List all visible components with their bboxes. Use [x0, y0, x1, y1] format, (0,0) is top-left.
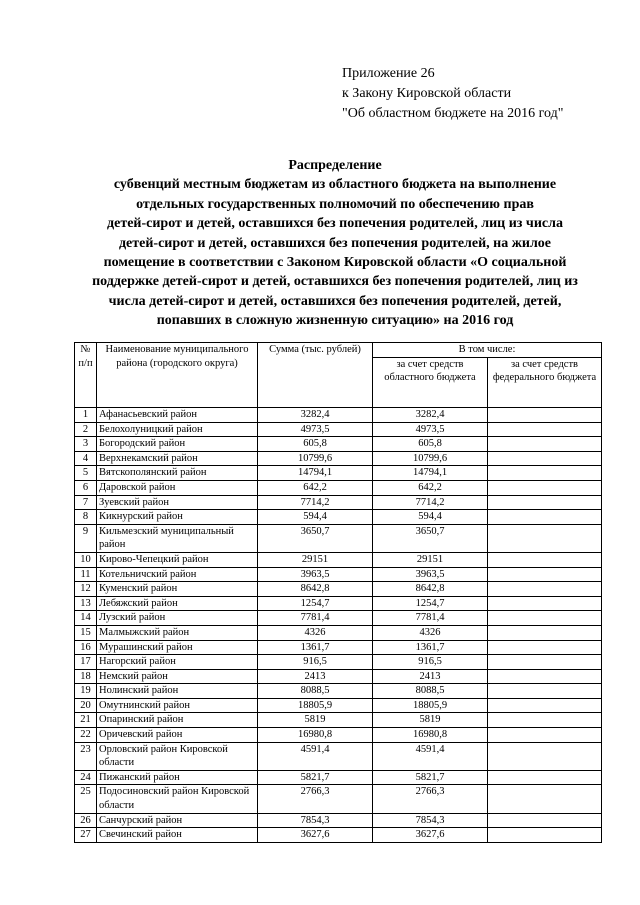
- row-sum: 642,2: [258, 480, 373, 495]
- row-number: 18: [75, 669, 97, 684]
- row-sum: 2413: [258, 669, 373, 684]
- row-regional-budget: 8088,5: [373, 684, 488, 699]
- row-federal-budget: [488, 640, 602, 655]
- appendix-line-3: "Об областном бюджете на 2016 год": [342, 106, 564, 121]
- title-line: детей-сирот и детей, оставшихся без попечения родителей, лиц из числа: [107, 216, 563, 232]
- document-title: [40, 156, 630, 331]
- title-line: детей-сирот и детей, оставшихся без попечения родителей, на жилое: [118, 235, 552, 251]
- table-row: [75, 669, 602, 684]
- row-regional-budget: 8642,8: [373, 582, 488, 597]
- row-number: 5: [75, 466, 97, 481]
- row-district-name: Лебяжский район: [97, 596, 258, 611]
- row-number: 17: [75, 655, 97, 670]
- row-sum: 7714,2: [258, 495, 373, 510]
- row-district-name: Омутнинский район: [97, 698, 258, 713]
- table-row: [75, 437, 602, 452]
- title-line: субвенций местным бюджетам из областного бюджета на выполнение: [113, 177, 557, 193]
- table-row: [75, 785, 602, 813]
- row-sum: 5819: [258, 713, 373, 728]
- title-heading: Распределение: [288, 158, 382, 173]
- row-federal-budget: [488, 552, 602, 567]
- row-district-name: Белохолуницкий район: [97, 422, 258, 437]
- table-row: [75, 451, 602, 466]
- row-federal-budget: [488, 437, 602, 452]
- row-sum: 3963,5: [258, 567, 373, 582]
- row-district-name: Нолинский район: [97, 684, 258, 699]
- row-number: 27: [75, 828, 97, 843]
- table-row: [75, 728, 602, 743]
- header-federal: за счет средств федерального бюджета: [488, 357, 602, 407]
- row-number: 16: [75, 640, 97, 655]
- table-row: [75, 625, 602, 640]
- row-number: 12: [75, 582, 97, 597]
- row-district-name: Даровской район: [97, 480, 258, 495]
- row-number: 6: [75, 480, 97, 495]
- table-row: [75, 640, 602, 655]
- table-row: [75, 510, 602, 525]
- row-number: 10: [75, 552, 97, 567]
- row-federal-budget: [488, 524, 602, 552]
- table-row: [75, 655, 602, 670]
- row-sum: 7854,3: [258, 813, 373, 828]
- row-regional-budget: 18805,9: [373, 698, 488, 713]
- row-federal-budget: [488, 582, 602, 597]
- row-sum: 4973,5: [258, 422, 373, 437]
- row-number: 8: [75, 510, 97, 525]
- table-row: [75, 813, 602, 828]
- row-regional-budget: 642,2: [373, 480, 488, 495]
- row-number: 4: [75, 451, 97, 466]
- header-name: Наименование муниципального района (городского округа): [97, 343, 258, 408]
- row-federal-budget: [488, 408, 602, 423]
- table-row: [75, 596, 602, 611]
- row-sum: 29151: [258, 552, 373, 567]
- row-district-name: Пижанский район: [97, 770, 258, 785]
- row-sum: 5821,7: [258, 770, 373, 785]
- table-row: [75, 770, 602, 785]
- table-header-row: [75, 343, 602, 358]
- row-sum: 7781,4: [258, 611, 373, 626]
- row-sum: 8642,8: [258, 582, 373, 597]
- row-number: 15: [75, 625, 97, 640]
- title-line: отдельных государственных полномочий по обеспечению прав: [136, 196, 534, 212]
- row-regional-budget: 3627,6: [373, 828, 488, 843]
- row-district-name: Кильмезский муниципальный район: [97, 524, 258, 552]
- row-district-name: Котельничский район: [97, 567, 258, 582]
- row-federal-budget: [488, 698, 602, 713]
- row-federal-budget: [488, 713, 602, 728]
- row-number: 11: [75, 567, 97, 582]
- row-number: 23: [75, 742, 97, 770]
- row-sum: 3282,4: [258, 408, 373, 423]
- row-sum: 1361,7: [258, 640, 373, 655]
- row-federal-budget: [488, 728, 602, 743]
- appendix-line-1: Приложение 26: [342, 66, 435, 81]
- row-federal-budget: [488, 625, 602, 640]
- table-row: [75, 408, 602, 423]
- table-row: [75, 828, 602, 843]
- row-regional-budget: 10799,6: [373, 451, 488, 466]
- row-regional-budget: 7714,2: [373, 495, 488, 510]
- row-district-name: Кикнурский район: [97, 510, 258, 525]
- table-row: [75, 684, 602, 699]
- row-regional-budget: 4973,5: [373, 422, 488, 437]
- row-sum: 18805,9: [258, 698, 373, 713]
- row-number: 26: [75, 813, 97, 828]
- row-sum: 16980,8: [258, 728, 373, 743]
- header-num: № п/п: [75, 343, 97, 408]
- table-row: [75, 495, 602, 510]
- table-row: [75, 466, 602, 481]
- row-number: 2: [75, 422, 97, 437]
- row-district-name: Оричевский район: [97, 728, 258, 743]
- row-sum: 916,5: [258, 655, 373, 670]
- row-federal-budget: [488, 451, 602, 466]
- row-district-name: Немский район: [97, 669, 258, 684]
- row-regional-budget: 4326: [373, 625, 488, 640]
- row-federal-budget: [488, 828, 602, 843]
- row-federal-budget: [488, 596, 602, 611]
- table-row: [75, 611, 602, 626]
- row-regional-budget: 7854,3: [373, 813, 488, 828]
- row-regional-budget: 5819: [373, 713, 488, 728]
- row-regional-budget: 4591,4: [373, 742, 488, 770]
- row-sum: 14794,1: [258, 466, 373, 481]
- appendix-header: [342, 64, 563, 124]
- row-district-name: Нагорский район: [97, 655, 258, 670]
- row-regional-budget: 1361,7: [373, 640, 488, 655]
- row-number: 1: [75, 408, 97, 423]
- row-sum: 3627,6: [258, 828, 373, 843]
- row-number: 13: [75, 596, 97, 611]
- row-district-name: Вятскополянский район: [97, 466, 258, 481]
- row-district-name: Верхнекамский район: [97, 451, 258, 466]
- title-line: поддержке детей-сирот и детей, оставшихся без попечения родителей, лиц из: [92, 274, 578, 290]
- row-federal-budget: [488, 495, 602, 510]
- subvention-table: [74, 342, 602, 843]
- row-district-name: Опаринский район: [97, 713, 258, 728]
- row-sum: 8088,5: [258, 684, 373, 699]
- row-sum: 3650,7: [258, 524, 373, 552]
- row-regional-budget: 2766,3: [373, 785, 488, 813]
- row-federal-budget: [488, 813, 602, 828]
- table-row: [75, 567, 602, 582]
- row-sum: 1254,7: [258, 596, 373, 611]
- header-sum: Сумма (тыс. рублей): [258, 343, 373, 408]
- row-sum: 2766,3: [258, 785, 373, 813]
- table-row: [75, 480, 602, 495]
- row-number: 22: [75, 728, 97, 743]
- table-row: [75, 582, 602, 597]
- row-regional-budget: 3963,5: [373, 567, 488, 582]
- row-number: 9: [75, 524, 97, 552]
- row-regional-budget: 2413: [373, 669, 488, 684]
- row-number: 3: [75, 437, 97, 452]
- row-federal-budget: [488, 684, 602, 699]
- row-federal-budget: [488, 770, 602, 785]
- row-federal-budget: [488, 480, 602, 495]
- table-row: [75, 713, 602, 728]
- title-line: попавших в сложную жизненную ситуацию» на 2016 год: [156, 313, 514, 329]
- table-row: [75, 742, 602, 770]
- row-sum: 10799,6: [258, 451, 373, 466]
- row-regional-budget: 1254,7: [373, 596, 488, 611]
- row-district-name: Подосиновский район Кировской области: [97, 785, 258, 813]
- row-district-name: Афанасьевский район: [97, 408, 258, 423]
- row-regional-budget: 3282,4: [373, 408, 488, 423]
- row-regional-budget: 916,5: [373, 655, 488, 670]
- row-number: 25: [75, 785, 97, 813]
- row-federal-budget: [488, 785, 602, 813]
- row-number: 24: [75, 770, 97, 785]
- row-federal-budget: [488, 466, 602, 481]
- row-number: 14: [75, 611, 97, 626]
- row-sum: 4591,4: [258, 742, 373, 770]
- row-number: 20: [75, 698, 97, 713]
- table-row: [75, 552, 602, 567]
- row-federal-budget: [488, 669, 602, 684]
- row-sum: 594,4: [258, 510, 373, 525]
- row-district-name: Орловский район Кировской области: [97, 742, 258, 770]
- row-federal-budget: [488, 655, 602, 670]
- row-regional-budget: 594,4: [373, 510, 488, 525]
- table-row: [75, 422, 602, 437]
- row-regional-budget: 5821,7: [373, 770, 488, 785]
- header-regional: за счет средств областного бюджета: [373, 357, 488, 407]
- row-federal-budget: [488, 742, 602, 770]
- table-row: [75, 698, 602, 713]
- title-line: числа детей-сирот и детей, оставшихся без попечения родителей, детей,: [108, 293, 562, 309]
- row-regional-budget: 3650,7: [373, 524, 488, 552]
- row-district-name: Санчурский район: [97, 813, 258, 828]
- row-regional-budget: 605,8: [373, 437, 488, 452]
- appendix-line-2: к Закону Кировской области: [342, 86, 512, 101]
- table-row: [75, 524, 602, 552]
- row-regional-budget: 16980,8: [373, 728, 488, 743]
- row-regional-budget: 7781,4: [373, 611, 488, 626]
- row-district-name: Малмыжский район: [97, 625, 258, 640]
- row-district-name: Зуевский район: [97, 495, 258, 510]
- row-district-name: Свечинский район: [97, 828, 258, 843]
- row-sum: 4326: [258, 625, 373, 640]
- row-district-name: Куменский район: [97, 582, 258, 597]
- row-district-name: Мурашинский район: [97, 640, 258, 655]
- row-federal-budget: [488, 422, 602, 437]
- row-sum: 605,8: [258, 437, 373, 452]
- row-number: 19: [75, 684, 97, 699]
- row-federal-budget: [488, 567, 602, 582]
- row-regional-budget: 29151: [373, 552, 488, 567]
- row-district-name: Кирово-Чепецкий район: [97, 552, 258, 567]
- row-federal-budget: [488, 510, 602, 525]
- row-number: 7: [75, 495, 97, 510]
- row-regional-budget: 14794,1: [373, 466, 488, 481]
- title-line: помещение в соответствии с Законом Кировской области «О социальной: [103, 255, 567, 271]
- row-number: 21: [75, 713, 97, 728]
- row-district-name: Лузский район: [97, 611, 258, 626]
- row-federal-budget: [488, 611, 602, 626]
- row-district-name: Богородский район: [97, 437, 258, 452]
- header-including: В том числе:: [373, 343, 602, 358]
